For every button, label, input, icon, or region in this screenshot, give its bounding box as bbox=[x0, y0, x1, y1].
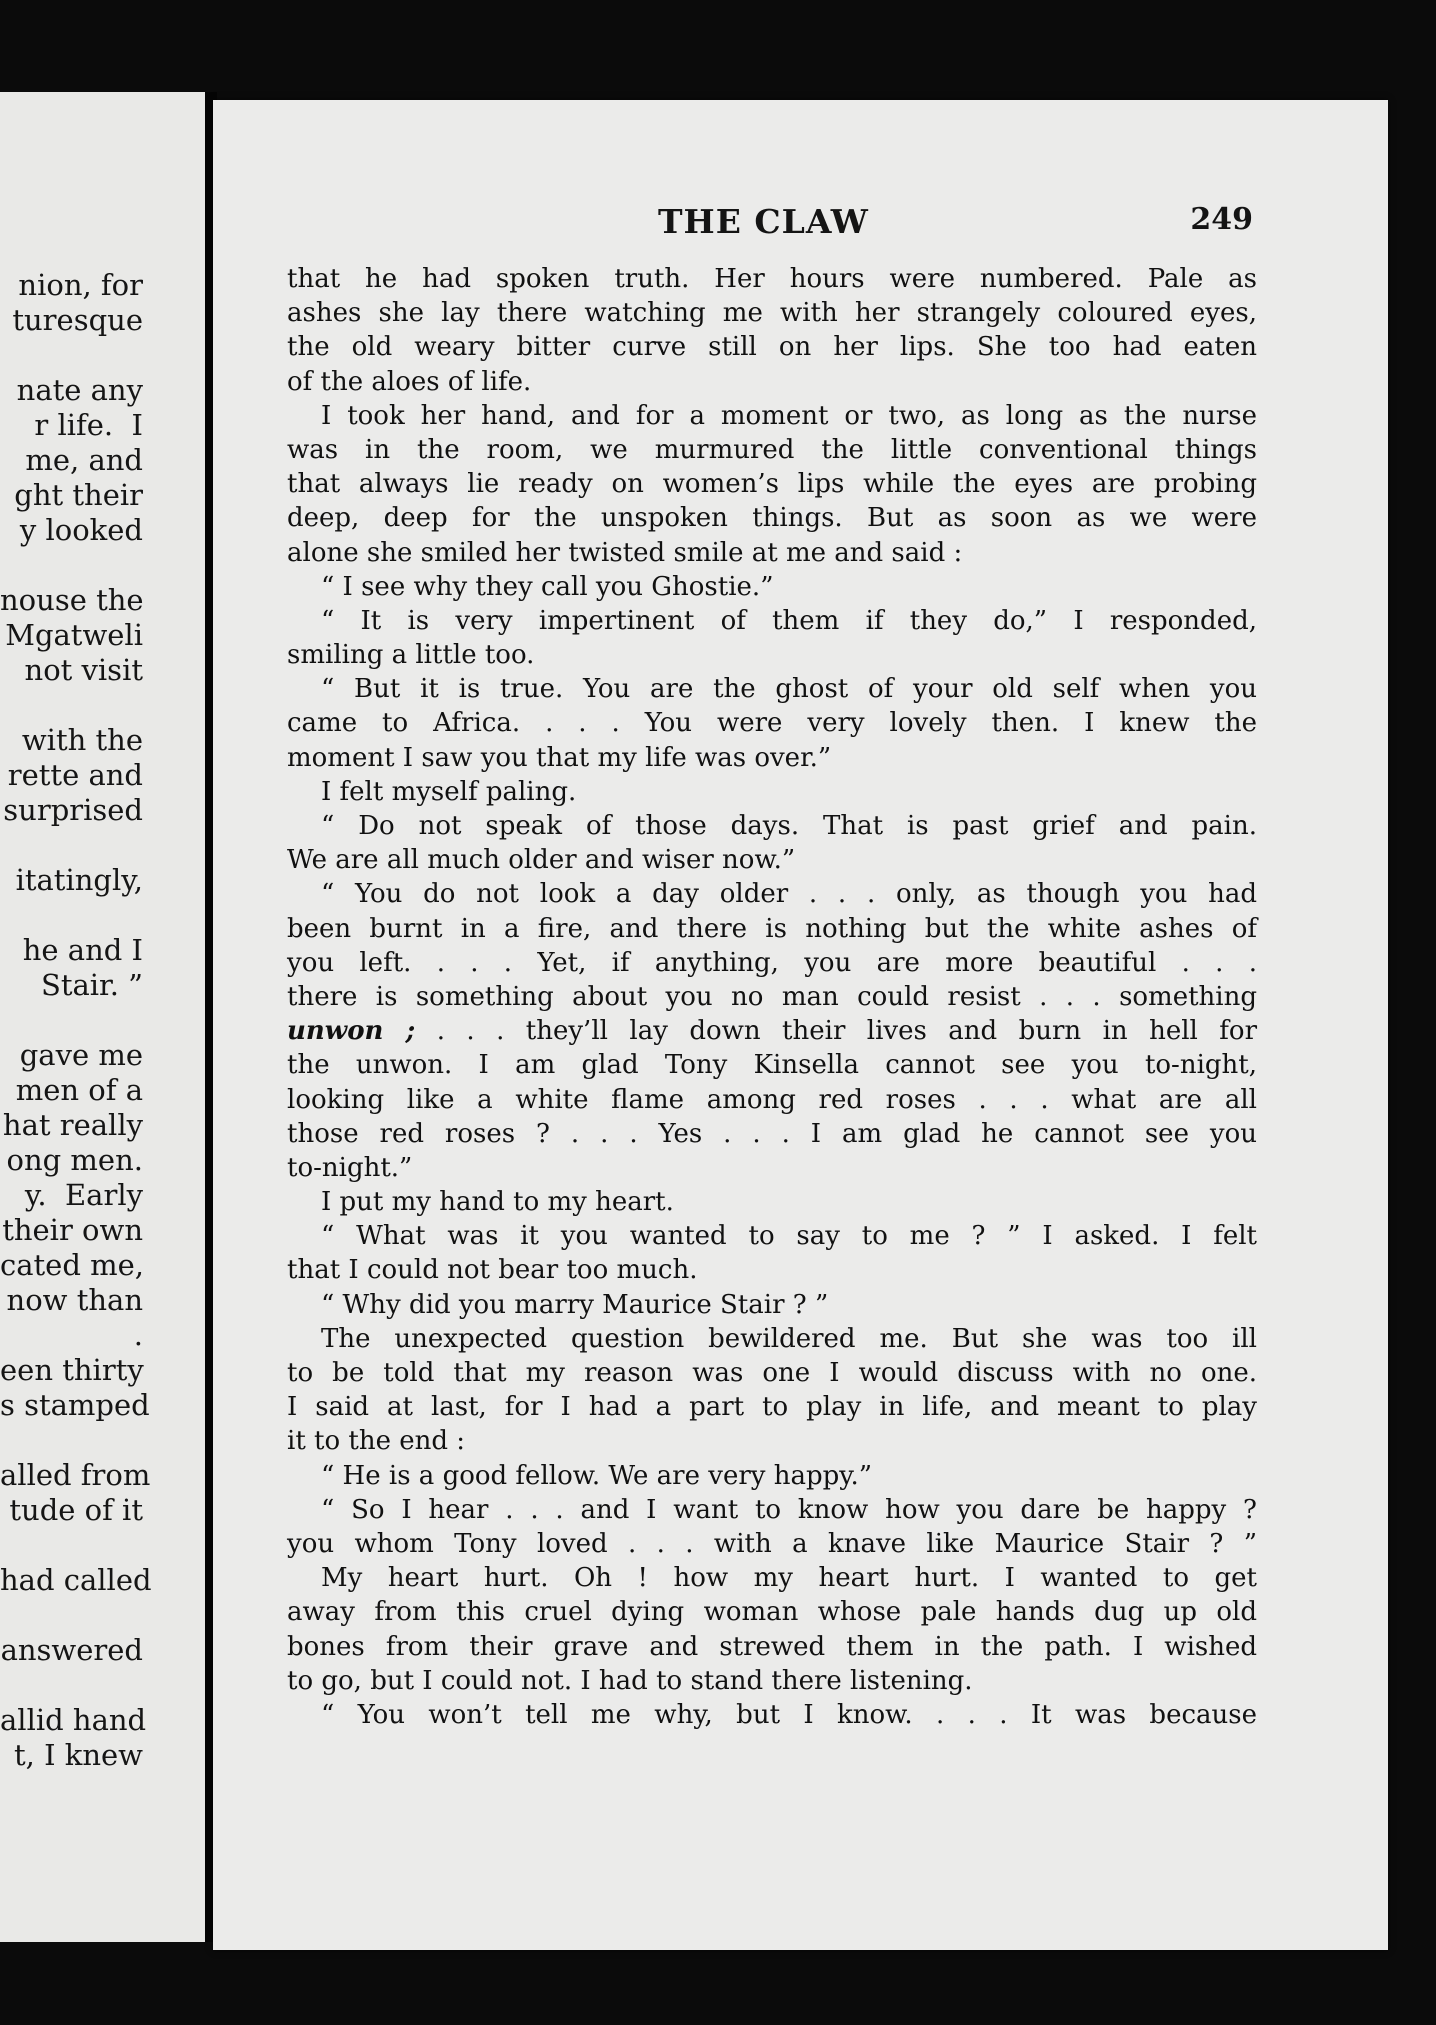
text-line: it to the end : bbox=[287, 1426, 466, 1457]
left-page-line bbox=[0, 898, 205, 933]
text-line: looking like a white flame among red roses . . . what are all bbox=[287, 1084, 1257, 1115]
left-page-line bbox=[0, 1528, 205, 1563]
left-page bbox=[0, 92, 205, 1942]
text-line: “ What was it you wanted to say to me ? ” I asked. I felt bbox=[321, 1221, 1257, 1252]
text-line: The unexpected question bewildered me. But she was too ill bbox=[321, 1323, 1257, 1354]
text-line: that I could not bear too much. bbox=[287, 1255, 698, 1286]
left-page-line bbox=[0, 828, 205, 863]
left-page-line: s stamped bbox=[0, 1388, 150, 1422]
left-page-line: itatingly, bbox=[15, 863, 143, 897]
left-page-line: Stair. ” bbox=[40, 968, 143, 1002]
text-line: that always lie ready on women’s lips while the eyes are probing bbox=[287, 469, 1257, 500]
text-line: ashes she lay there watching me with her strangely coloured eyes, bbox=[287, 298, 1257, 329]
left-page-line: turesque bbox=[12, 303, 143, 337]
left-page-line: ong men. bbox=[6, 1143, 143, 1177]
text-line: “ He is a good fellow. We are very happy.” bbox=[321, 1460, 873, 1491]
text-line: the unwon. I am glad Tony Kinsella cannot see you to-night, bbox=[287, 1050, 1257, 1081]
text-line: you left. . . . Yet, if anything, you are more beautiful . . . bbox=[287, 947, 1257, 978]
text-line: unwon ; . . . they’ll lay down their lives and burn in hell for bbox=[287, 1016, 1257, 1047]
left-page-line: surprised bbox=[3, 793, 143, 827]
text-line: I said at last, for I had a part to play in life, and meant to play bbox=[287, 1392, 1257, 1423]
left-page-line: now than bbox=[6, 1283, 143, 1317]
text-line: the old weary bitter curve still on her lips. She too had eaten bbox=[287, 332, 1257, 363]
left-page-line: . bbox=[133, 1318, 143, 1352]
left-page-line: their own bbox=[2, 1213, 143, 1247]
text-line: of the aloes of life. bbox=[287, 366, 532, 397]
text-line: I took her hand, and for a moment or two, as long as the nurse bbox=[321, 400, 1257, 431]
left-page-line: rette and bbox=[7, 758, 143, 792]
left-page-line: cated me, bbox=[0, 1248, 145, 1282]
text-line: you whom Tony loved . . . with a knave like Maurice Stair ? ” bbox=[287, 1528, 1257, 1559]
left-page-line: had called bbox=[0, 1563, 152, 1597]
text-line: to-night.” bbox=[287, 1152, 413, 1183]
text-line: “ Do not speak of those days. That is past grief and pain. bbox=[321, 811, 1257, 841]
left-page-line: allid hand bbox=[0, 1703, 147, 1737]
text-line: I put my hand to my heart. bbox=[321, 1187, 674, 1218]
left-page-line: ght their bbox=[14, 478, 143, 512]
text-line: “ Why did you marry Maurice Stair ? ” bbox=[321, 1289, 829, 1320]
left-page-text bbox=[0, 268, 205, 1773]
text-line: alone she smiled her twisted smile at me and said : bbox=[287, 537, 963, 568]
text-line: those red roses ? . . . Yes . . . I am glad he cannot see you bbox=[287, 1118, 1257, 1149]
text-line: away from this cruel dying woman whose pale hands dug up old bbox=[287, 1597, 1257, 1628]
page-number: 249 bbox=[1190, 202, 1253, 237]
left-page-line: me, and bbox=[25, 443, 143, 477]
left-page-line: tude of it bbox=[9, 1493, 143, 1527]
left-page-line: nion, for bbox=[18, 268, 143, 302]
left-page-line: y. Early bbox=[24, 1178, 143, 1212]
left-page-line: men of a bbox=[15, 1073, 143, 1107]
text-line: to be told that my reason was one I would discuss with no one. bbox=[287, 1358, 1257, 1388]
text-line: “ So I hear . . . and I want to know how you dare be happy ? bbox=[321, 1494, 1257, 1525]
text-line: We are all much older and wiser now.” bbox=[287, 845, 796, 876]
text-line: “ You won’t tell me why, but I know. . . . It was because bbox=[321, 1699, 1257, 1730]
right-page bbox=[213, 100, 1388, 1950]
text-line: came to Africa. . . . You were very lovely then. I knew the bbox=[287, 708, 1257, 739]
left-page-line: Mgatweli bbox=[5, 618, 143, 652]
left-page-line: een thirty bbox=[0, 1353, 144, 1387]
left-page-line: t, I knew bbox=[14, 1738, 143, 1772]
left-page-line: he and I bbox=[22, 933, 143, 967]
emphasis-word: unwon ; bbox=[287, 1016, 416, 1047]
left-page-line bbox=[0, 688, 205, 723]
left-page-line bbox=[0, 1423, 205, 1458]
text-line: smiling a little too. bbox=[287, 640, 535, 671]
text-line: to go, but I could not. I had to stand there listening. bbox=[287, 1665, 973, 1696]
left-page-line: answered bbox=[0, 1633, 143, 1667]
text-line: deep, deep for the unspoken things. But as soon as we were bbox=[287, 503, 1257, 534]
left-page-line bbox=[0, 1668, 205, 1703]
text-line: My heart hurt. Oh ! how my heart hurt. I wanted to get bbox=[321, 1563, 1257, 1594]
running-head bbox=[213, 202, 1388, 246]
left-page-line: y looked bbox=[19, 513, 143, 547]
text-line: I felt myself paling. bbox=[321, 776, 577, 807]
left-page-line bbox=[0, 1598, 205, 1633]
text-line: bones from their grave and strewed them in the path. I wished bbox=[287, 1631, 1257, 1662]
left-page-line bbox=[0, 1003, 205, 1038]
text-line: “ I see why they call you Ghostie.” bbox=[321, 571, 774, 602]
left-page-line: with the bbox=[21, 723, 143, 757]
running-title: THE CLAW bbox=[658, 202, 869, 241]
left-page-line: gave me bbox=[19, 1038, 143, 1072]
left-page-line bbox=[0, 338, 205, 373]
text-line: “ It is very impertinent of them if they do,” I responded, bbox=[321, 605, 1257, 636]
left-page-line: hat really bbox=[2, 1108, 143, 1142]
text-line: been burnt in a fire, and there is nothing but the white ashes of bbox=[287, 913, 1257, 944]
left-page-line: alled from bbox=[0, 1458, 151, 1492]
text-line: “ But it is true. You are the ghost of your old self when you bbox=[321, 674, 1257, 705]
text-line: that he had spoken truth. Her hours were numbered. Pale as bbox=[287, 264, 1257, 294]
text-line: moment I saw you that my life was over.” bbox=[287, 742, 832, 773]
left-page-line: nouse the bbox=[0, 583, 144, 617]
text-line: “ You do not look a day older . . . only, as though you had bbox=[321, 879, 1257, 910]
text-line: was in the room, we murmured the little conventional things bbox=[287, 434, 1257, 465]
left-page-line: r life. I bbox=[34, 408, 143, 442]
left-page-line bbox=[0, 548, 205, 583]
left-page-line: nate any bbox=[16, 373, 143, 407]
text-line: there is something about you no man could resist . . . something bbox=[287, 981, 1257, 1012]
left-page-line: not visit bbox=[24, 653, 143, 687]
body-text bbox=[287, 262, 1257, 1732]
